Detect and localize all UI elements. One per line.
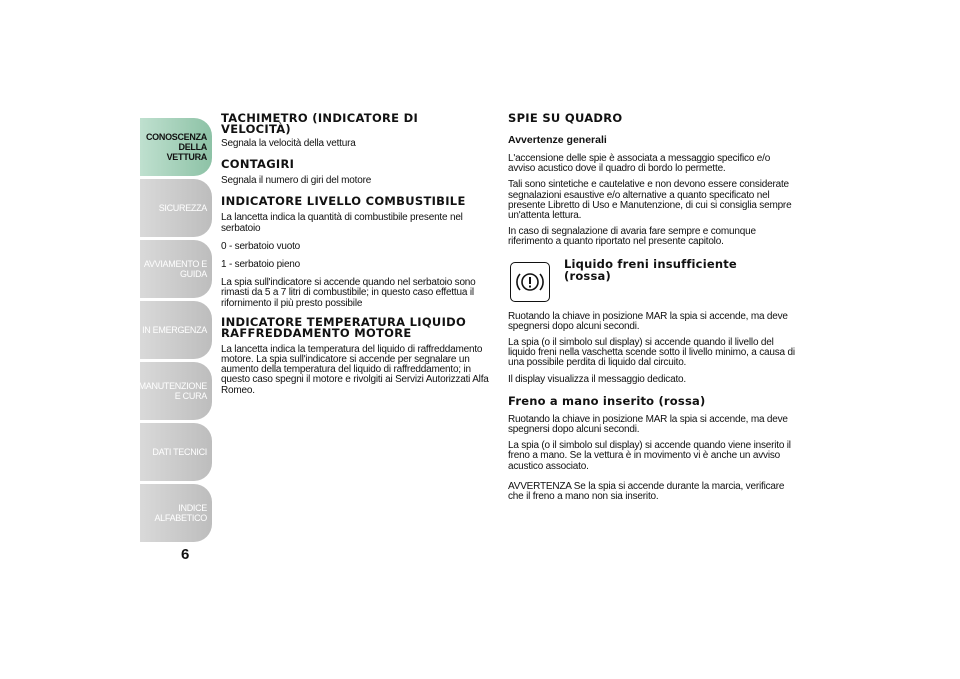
brake-warning-icon [510, 262, 550, 302]
left-column [221, 113, 493, 396]
liquido-freni-block [508, 258, 798, 302]
liquido-freni-heading: Liquido freni insufficiente (rossa) [564, 256, 737, 283]
tachimetro-heading: TACHIMETRO (INDICATORE DI VELOCITÀ) [221, 111, 419, 136]
freno-text-1: Ruotando la chiave in posizione MAR la spia si accende, ma deve spegnersi dopo alcuni secondi. [508, 413, 788, 436]
tab-label: CONOSCENZA DELLA VETTURA [145, 132, 207, 162]
tab-in-emergenza[interactable] [140, 301, 212, 359]
combustibile-text-4: La spia sull'indicatore si accende quando nel serbatoio sono rimasti da 5 a 7 litri di combustibile; in questo caso effettua il rifornimento il più presto possibile [221, 277, 476, 309]
freno-mano-heading: Freno a mano inserito (rossa) [508, 393, 706, 408]
temperatura-text: La lancetta indica la temperatura del liquido di raffreddamento motore. La spia sull'indicatore si accende per segnalare un aumento della temperatura del liquido di raffreddamento; in questo caso spegni il motore e rivolgiti ai Servizi Autorizzati Alfa Romeo. [221, 343, 489, 396]
avvertenze-subheading: Avvertenze generali [508, 134, 607, 146]
liquido-text-2: La spia (o il simbolo sul display) si accende quando il livello del liquido freni nella vaschetta scende sotto il livello minimo, a causa di una possibile perdita di liquido dal circuito. [508, 337, 795, 369]
tab-label: INDICE ALFABETICO [154, 503, 207, 523]
combustibile-heading: INDICATORE LIVELLO COMBUSTIBILE [221, 194, 466, 209]
combustibile-text-1: La lancetta indica la quantità di combustibile presente nel serbatoio [221, 212, 463, 234]
tab-conoscenza-della-vettura[interactable] [140, 118, 212, 176]
tab-label: IN EMERGENZA [142, 325, 207, 335]
tab-label: MANUTENZIONE E CURA [138, 381, 207, 401]
tab-indice-alfabetico[interactable] [140, 484, 212, 542]
contagiri-text: Segnala il numero di giri del motore [221, 175, 372, 187]
combustibile-text-2: 0 - serbatoio vuoto [221, 240, 301, 252]
avvertenze-text-3: In caso di segnalazione di avaria fare sempre e comunque riferimento a quanto riportato nel presente capitolo. [508, 226, 756, 248]
spie-heading: SPIE SU QUADRO [508, 111, 623, 125]
page-number: 6 [181, 546, 190, 563]
tachimetro-text: Segnala la velocità della vettura [221, 138, 356, 149]
avvertenze-text-2: Tali sono sintetiche e cautelative e non devono essere considerate segnalazioni esaustive e/o alternative a quanto specificato nel presente Libretto di Uso e Manutenzione, di cui si consiglia sempre un'attenta lettura. [508, 179, 792, 222]
freno-text-3: AVVERTENZA Se la spia si accende durante la marcia, verificare che il freno a mano non sia inserito. [508, 480, 785, 503]
tab-dati-tecnici[interactable] [140, 423, 212, 481]
liquido-text-1: Ruotando la chiave in posizione MAR la spia si accende, ma deve spegnersi dopo alcuni secondi. [508, 310, 788, 332]
tab-sicurezza[interactable] [140, 179, 212, 237]
tab-manutenzione-e-cura[interactable] [140, 362, 212, 420]
combustibile-text-3: 1 - serbatoio pieno [221, 259, 301, 271]
freno-text-2: La spia (o il simbolo sul display) si accende quando viene inserito il freno a mano. Se la vettura è in movimento vi è anche un avviso acustico associato. [508, 440, 791, 472]
contagiri-heading: CONTAGIRI [221, 157, 295, 172]
tab-label: SICUREZZA [158, 203, 207, 213]
tab-avviamento-e-guida[interactable] [140, 240, 212, 298]
temperatura-heading: INDICATORE TEMPERATURA LIQUIDO RAFFREDDAMENTO MOTORE [221, 314, 467, 340]
right-column [508, 113, 798, 502]
tab-label: DATI TECNICI [152, 447, 207, 457]
tab-label: AVVIAMENTO E GUIDA [143, 259, 207, 279]
liquido-text-3: Il display visualizza il messaggio dedicato. [508, 373, 686, 385]
avvertenze-text-1: L'accensione delle spie è associata a messaggio specifico e/o avviso acustico dove il quadro di bordo lo permette. [508, 153, 771, 175]
